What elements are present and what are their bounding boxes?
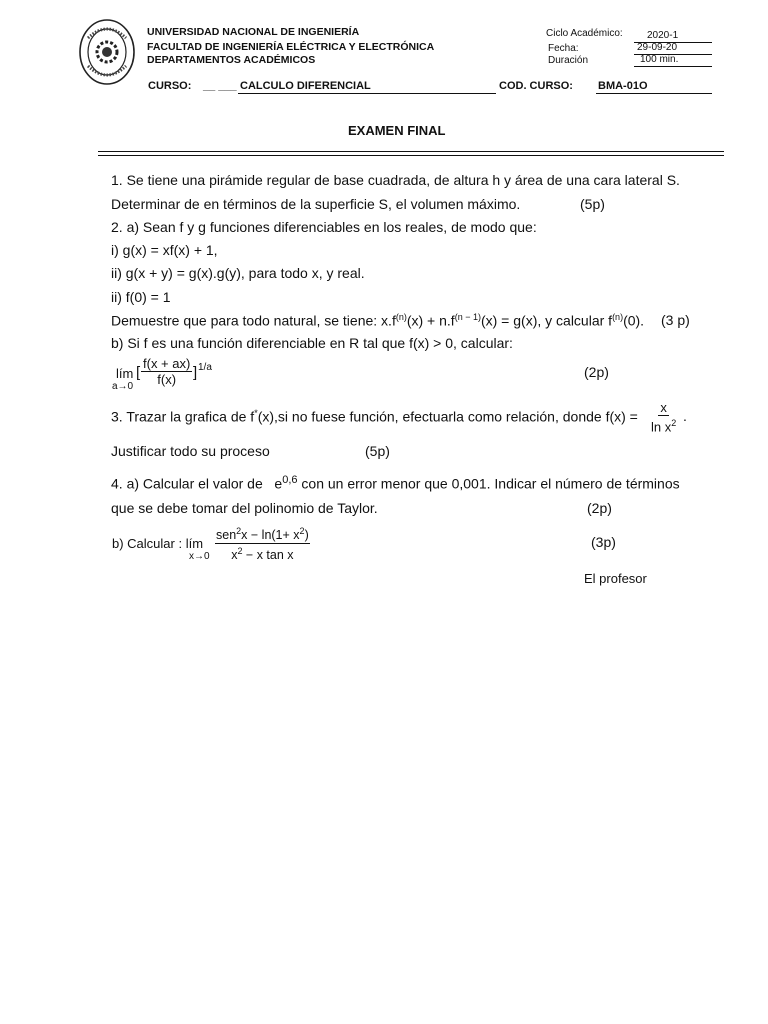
university-name: UNIVERSIDAD NACIONAL DE INGENIERÍA: [147, 26, 360, 38]
q2-bracket-open: [: [136, 364, 141, 381]
ciclo-label: Ciclo Académico:: [546, 28, 623, 39]
signature-professor: El profesor: [584, 571, 647, 586]
exam-title: EXAMEN FINAL: [348, 123, 446, 138]
university-seal-logo: [78, 18, 136, 86]
curso-value: CALCULO DIFERENCIAL: [240, 80, 371, 92]
q3-frac-den: $\ln x^2$: [651, 418, 677, 435]
q2-exponent: 1/a: [198, 362, 212, 373]
q3-justify: Justificar todo su proceso: [111, 443, 270, 459]
q2-demonstrate: Demuestre que para todo natural, se tiene: $x.f^{(n)}(x) + n.f^{(n - 1)}(x) = g(x)$, y calcular $f^{(n)}(0)$.: [111, 312, 645, 329]
q4-b-frac-den: $x^2 - x$ tan x: [231, 546, 294, 563]
q4-line2: que se debe tomar del polinomio de Taylor.: [111, 500, 378, 516]
q2-bracket-close: ]: [193, 364, 198, 381]
duracion-label: Duración: [548, 55, 589, 66]
q1-line1: 1. Se tiene una pirámide regular de base cuadrada, de altura h y área de una cara lateral S.: [111, 172, 680, 188]
q4-a-points: (2p): [587, 500, 612, 516]
cod-value: BMA-01O: [598, 80, 648, 92]
q4-b-frac-num: $sen^2x - \ln(1+ x^2)$: [216, 526, 309, 543]
q2-demonstrate-points: (3 p): [661, 312, 690, 328]
duracion-underline: [634, 66, 712, 67]
q2-part-b: b) Si f es una función diferenciable en R tal que f(x) > 0, calcular:: [111, 335, 513, 351]
q4-b-sub: x→0: [189, 551, 210, 562]
q2-intro: 2. a) Sean f y g funciones diferenciables en los reales, de modo que:: [111, 219, 537, 235]
q2-condition-iii: ii) f(0) = 1: [111, 289, 171, 305]
title-rule-top: [98, 151, 724, 152]
q2-condition-ii: ii) g(x + y) = g(x).g(y), para todo x, y real.: [111, 265, 365, 281]
q3-fraction: [649, 400, 678, 434]
department-name: DEPARTAMENTOS ACADÉMICOS: [147, 54, 316, 66]
cod-label: COD. CURSO:: [499, 80, 573, 92]
q2-frac-num: f(x + ax): [143, 356, 191, 371]
q3-line1: 3. Trazar la grafica de f*(x),si no fuese función, efectuarla como relación, donde f(x) =: [111, 408, 638, 425]
q3-frac-num: x: [660, 400, 667, 415]
q2-lim-sub: a→0: [112, 381, 134, 392]
q2-fraction: [141, 356, 192, 387]
curso-prefix: __ ___: [203, 80, 237, 92]
q2-lim: lím: [116, 366, 134, 381]
q4-b-points: (3p): [591, 534, 616, 550]
curso-underline: [238, 93, 496, 94]
fecha-value: 29-09-20: [637, 42, 678, 53]
q4-b-fraction: [215, 524, 310, 563]
cod-underline: [596, 93, 712, 94]
fecha-label: Fecha:: [548, 43, 579, 54]
q2-condition-i: i) g(x) = xf(x) + 1,: [111, 242, 218, 258]
faculty-name: FACULTAD DE INGENIERÍA ELÉCTRICA Y ELECTRÓNICA: [147, 41, 435, 53]
duracion-value: 100 min.: [640, 54, 679, 65]
curso-label: CURSO:: [148, 80, 192, 92]
q1-line2: Determinar de en términos de la superficie S, el volumen máximo.: [111, 196, 521, 212]
q2-b-points: (2p): [584, 364, 609, 380]
q1-points: (5p): [580, 196, 605, 212]
q2-frac-den: f(x): [157, 372, 177, 387]
q3-points: (5p): [365, 443, 390, 459]
ciclo-value: 2020-1: [647, 30, 679, 41]
q3-dot: .: [683, 408, 687, 424]
q4-line1: 4. a) Calcular el valor de $e^{0,6}$ con un error menor que 0,001. Indicar el número de términos: [111, 474, 680, 492]
title-rule-bottom: [98, 155, 724, 156]
q4-b-label: b) Calcular : lím: [112, 536, 204, 551]
